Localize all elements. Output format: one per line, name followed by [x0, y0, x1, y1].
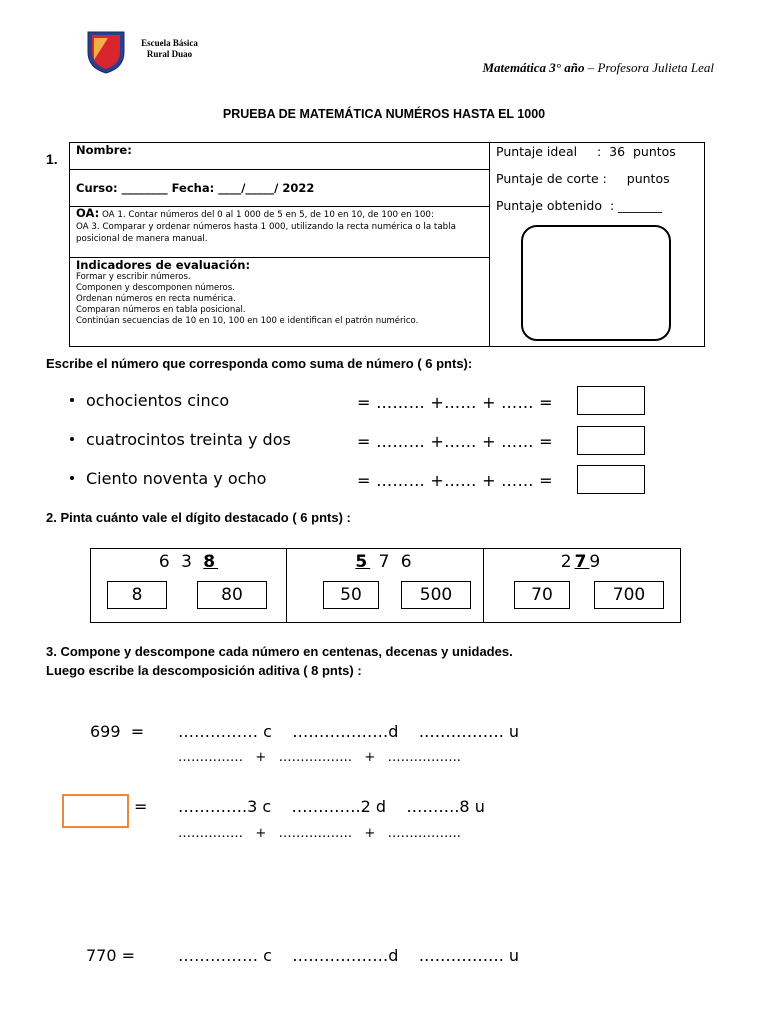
highlighted-digit: 7	[574, 552, 590, 572]
pv-number: 279	[560, 552, 604, 572]
decomposition-line: …………… c ………………d ……………. u	[178, 946, 520, 965]
place-value-table	[90, 548, 681, 623]
puntaje-obtenido: Puntaje obtenido : _______	[496, 198, 662, 213]
number-word: cuatrocintos treinta y dos	[86, 430, 291, 449]
score-box[interactable]	[521, 225, 671, 341]
equals-sign: =	[134, 797, 148, 816]
bullet-icon	[70, 398, 74, 402]
option-box[interactable]: 50	[323, 581, 379, 609]
answer-box[interactable]	[577, 465, 645, 494]
ex2-instruction: 2. Pinta cuánto vale el dígito destacado ( 6 pnts) :	[46, 510, 351, 525]
school-logo	[86, 30, 126, 74]
school-line-2: Rural Duao	[146, 49, 193, 59]
nombre-cell[interactable]	[70, 143, 490, 170]
pv-column	[91, 549, 287, 622]
ex1-row	[70, 391, 229, 410]
answer-box[interactable]	[62, 794, 129, 828]
highlighted-digit: 8	[203, 552, 219, 572]
oa-1-text: OA 1. Contar números del 0 al 1 000 de 5 en 5, de 10 en 10, de 100 en 100:	[99, 210, 434, 220]
pv-column	[484, 549, 680, 622]
school-name	[132, 38, 207, 60]
ex1-equation: = ……… +…… + …… =	[357, 471, 553, 490]
teacher-name: – Profesora Julieta Leal	[584, 60, 714, 75]
pv-number: 5 7 6	[355, 552, 415, 572]
decomposition-line: ………….3 c ………….2 d ……….8 u	[178, 797, 485, 816]
additive-line: …………… + …………….. + ……………..	[178, 826, 461, 841]
ex3-number: 770 =	[86, 946, 136, 965]
option-box[interactable]: 700	[594, 581, 664, 609]
subject-header	[483, 60, 715, 76]
option-box[interactable]: 8	[107, 581, 167, 609]
option-box[interactable]: 500	[401, 581, 471, 609]
indicadores-cell	[70, 258, 490, 347]
answer-box[interactable]	[577, 386, 645, 415]
oa-label: OA:	[76, 206, 100, 220]
nombre-label: Nombre:	[76, 143, 132, 157]
subject-title: Matemática 3° año	[482, 60, 585, 75]
option-box[interactable]: 70	[514, 581, 570, 609]
indicadores-label: Indicadores de evaluación:	[76, 258, 251, 272]
ex3-number: 699 =	[90, 722, 145, 741]
ex3-instruction-line-1: 3. Compone y descompone cada número en centenas, decenas y unidades.	[46, 644, 513, 659]
ex1-row	[70, 469, 266, 488]
oa-cell	[70, 207, 490, 258]
puntaje-ideal: Puntaje ideal : 36 puntos	[496, 144, 676, 159]
curso-fecha-label: Curso: ________ Fecha: ____/_____/ 2022	[76, 181, 315, 195]
indicador-item: Continúan secuencias de 10 en 10, 100 en 100 e identifican el patrón numérico.	[76, 316, 419, 326]
decomposition-line: …………… c ………………d ……………. u	[178, 722, 520, 741]
number-word: ochocientos cinco	[86, 391, 230, 410]
highlighted-digit: 5	[355, 552, 371, 572]
additive-line: …………… + …………….. + ……………..	[178, 750, 461, 765]
school-line-1: Escuela Básica	[141, 38, 198, 48]
number-word: Ciento noventa y ocho	[86, 469, 267, 488]
pv-column	[287, 549, 484, 622]
ex1-row	[70, 430, 291, 449]
indicador-item: Componen y descomponen números.	[76, 283, 235, 293]
option-box[interactable]: 80	[197, 581, 267, 609]
answer-box[interactable]	[577, 426, 645, 455]
section-number: 1.	[46, 151, 58, 167]
bullet-icon	[70, 476, 74, 480]
indicador-item: Ordenan números en recta numérica.	[76, 294, 236, 304]
curso-fecha-cell[interactable]	[70, 170, 490, 207]
puntaje-corte: Puntaje de corte : puntos	[496, 171, 670, 186]
ex3-instruction-line-2: Luego escribe la descomposición aditiva ( 8 pnts) :	[46, 663, 362, 678]
indicador-item: Comparan números en tabla posicional.	[76, 305, 246, 315]
ex1-instruction: Escribe el número que corresponda como suma de número ( 6 pnts):	[46, 356, 473, 371]
ex1-equation: = ……… +…… + …… =	[357, 393, 553, 412]
ex3-instruction	[46, 642, 513, 680]
bullet-icon	[70, 437, 74, 441]
oa-3-text: OA 3. Comparar y ordenar números hasta 1 000, utilizando la recta numérica o la tabla posicional de manera manual.	[76, 222, 456, 244]
ex1-equation: = ……… +…… + …… =	[357, 432, 553, 451]
page-title: PRUEBA DE MATEMÁTICA NUMÉROS HASTA EL 1000	[222, 107, 546, 121]
pv-number: 6 3 8	[158, 552, 219, 572]
indicador-item: Formar y escribir números.	[76, 272, 191, 282]
